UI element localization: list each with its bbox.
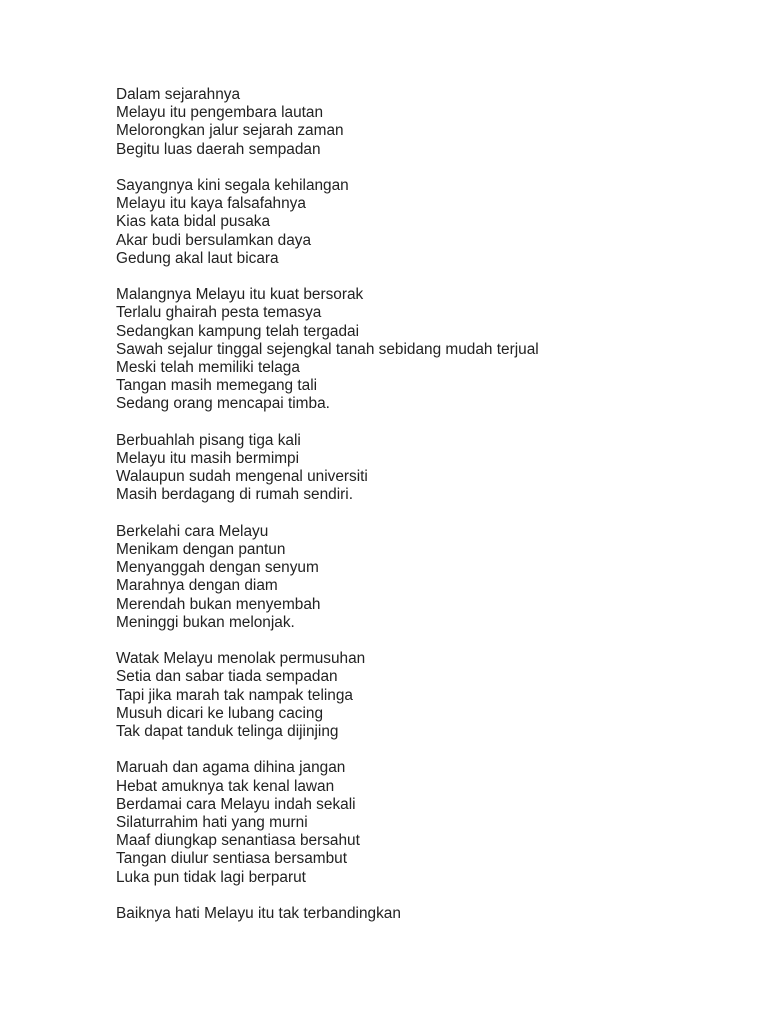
poem-line: Tak dapat tanduk telinga dijinjing: [116, 723, 339, 741]
poem-stanza: [116, 905, 736, 923]
poem-line: Silaturrahim hati yang murni: [116, 814, 308, 832]
poem-line: Luka pun tidak lagi berparut: [116, 868, 306, 886]
poem-stanza: [116, 286, 736, 413]
poem-line: Berdamai cara Melayu indah sekali: [116, 795, 356, 813]
poem-line: Masih berdagang di rumah sendiri.: [116, 486, 353, 504]
poem-line: Dalam sejarahnya: [116, 86, 241, 103]
poem-line: Merendah bukan menyembah: [116, 595, 321, 613]
poem-line: Baiknya hati Melayu itu tak terbandingkan: [116, 905, 401, 923]
poem-line: Melorongkan jalur sejarah zaman: [116, 122, 344, 140]
poem-line: Kias kata bidal pusaka: [116, 213, 271, 231]
poem-line: Menyanggah dengan senyum: [116, 559, 319, 577]
poem-line: Walaupun sudah mengenal universiti: [116, 468, 368, 486]
poem-line: Watak Melayu menolak permusuhan: [116, 650, 366, 668]
poem-line: Melayu itu pengembara lautan: [116, 104, 324, 122]
poem-stanza: [116, 759, 736, 886]
poem-line: Gedung akal laut bicara: [116, 249, 279, 267]
poem-stanza: [116, 650, 736, 741]
poem-line: Hebat amuknya tak kenal lawan: [116, 777, 335, 795]
poem-line: Meninggi bukan melonjak.: [116, 613, 295, 631]
poem-stanza: [116, 177, 736, 268]
poem-line: Begitu luas daerah sempadan: [116, 140, 321, 158]
poem-line: Menikam dengan pantun: [116, 541, 286, 559]
poem-line: Berkelahi cara Melayu: [116, 522, 269, 540]
poem-line: Sedangkan kampung telah tergadai: [116, 322, 360, 340]
poem-line: Malangnya Melayu itu kuat bersorak: [116, 286, 364, 304]
poem-line: Melayu itu masih bermimpi: [116, 450, 300, 468]
poem-line: Maruah dan agama dihina jangan: [116, 759, 346, 777]
poem-stanza: [116, 523, 736, 632]
poem-line: Setia dan sabar tiada sempadan: [116, 668, 338, 686]
poem-line: Sedang orang mencapai timba.: [116, 395, 330, 413]
poem-line: Maaf diungkap senantiasa bersahut: [116, 832, 360, 850]
poem-line: Marahnya dengan diam: [116, 577, 278, 595]
poem-line: Tangan diulur sentiasa bersambut: [116, 850, 348, 868]
poem-stanza: [116, 432, 736, 505]
poem-line: Akar budi bersulamkan daya: [116, 231, 312, 249]
poem-line: Tapi jika marah tak nampak telinga: [116, 686, 353, 704]
poem-line: Meski telah memiliki telaga: [116, 359, 300, 377]
poem-line: Terlalu ghairah pesta temasya: [116, 304, 322, 322]
poem-line: Berbuahlah pisang tiga kali: [116, 431, 301, 449]
poem-stanza: [116, 86, 736, 159]
poem-line: Melayu itu kaya falsafahnya: [116, 195, 306, 213]
poem-line: Sawah sejalur tinggal sejengkal tanah sebidang mudah terjual: [116, 340, 539, 358]
poem-body: [116, 86, 736, 941]
poem-line: Tangan masih memegang tali: [116, 377, 318, 395]
poem-line: Musuh dicari ke lubang cacing: [116, 704, 324, 722]
poem-line: Sayangnya kini segala kehilangan: [116, 177, 349, 194]
